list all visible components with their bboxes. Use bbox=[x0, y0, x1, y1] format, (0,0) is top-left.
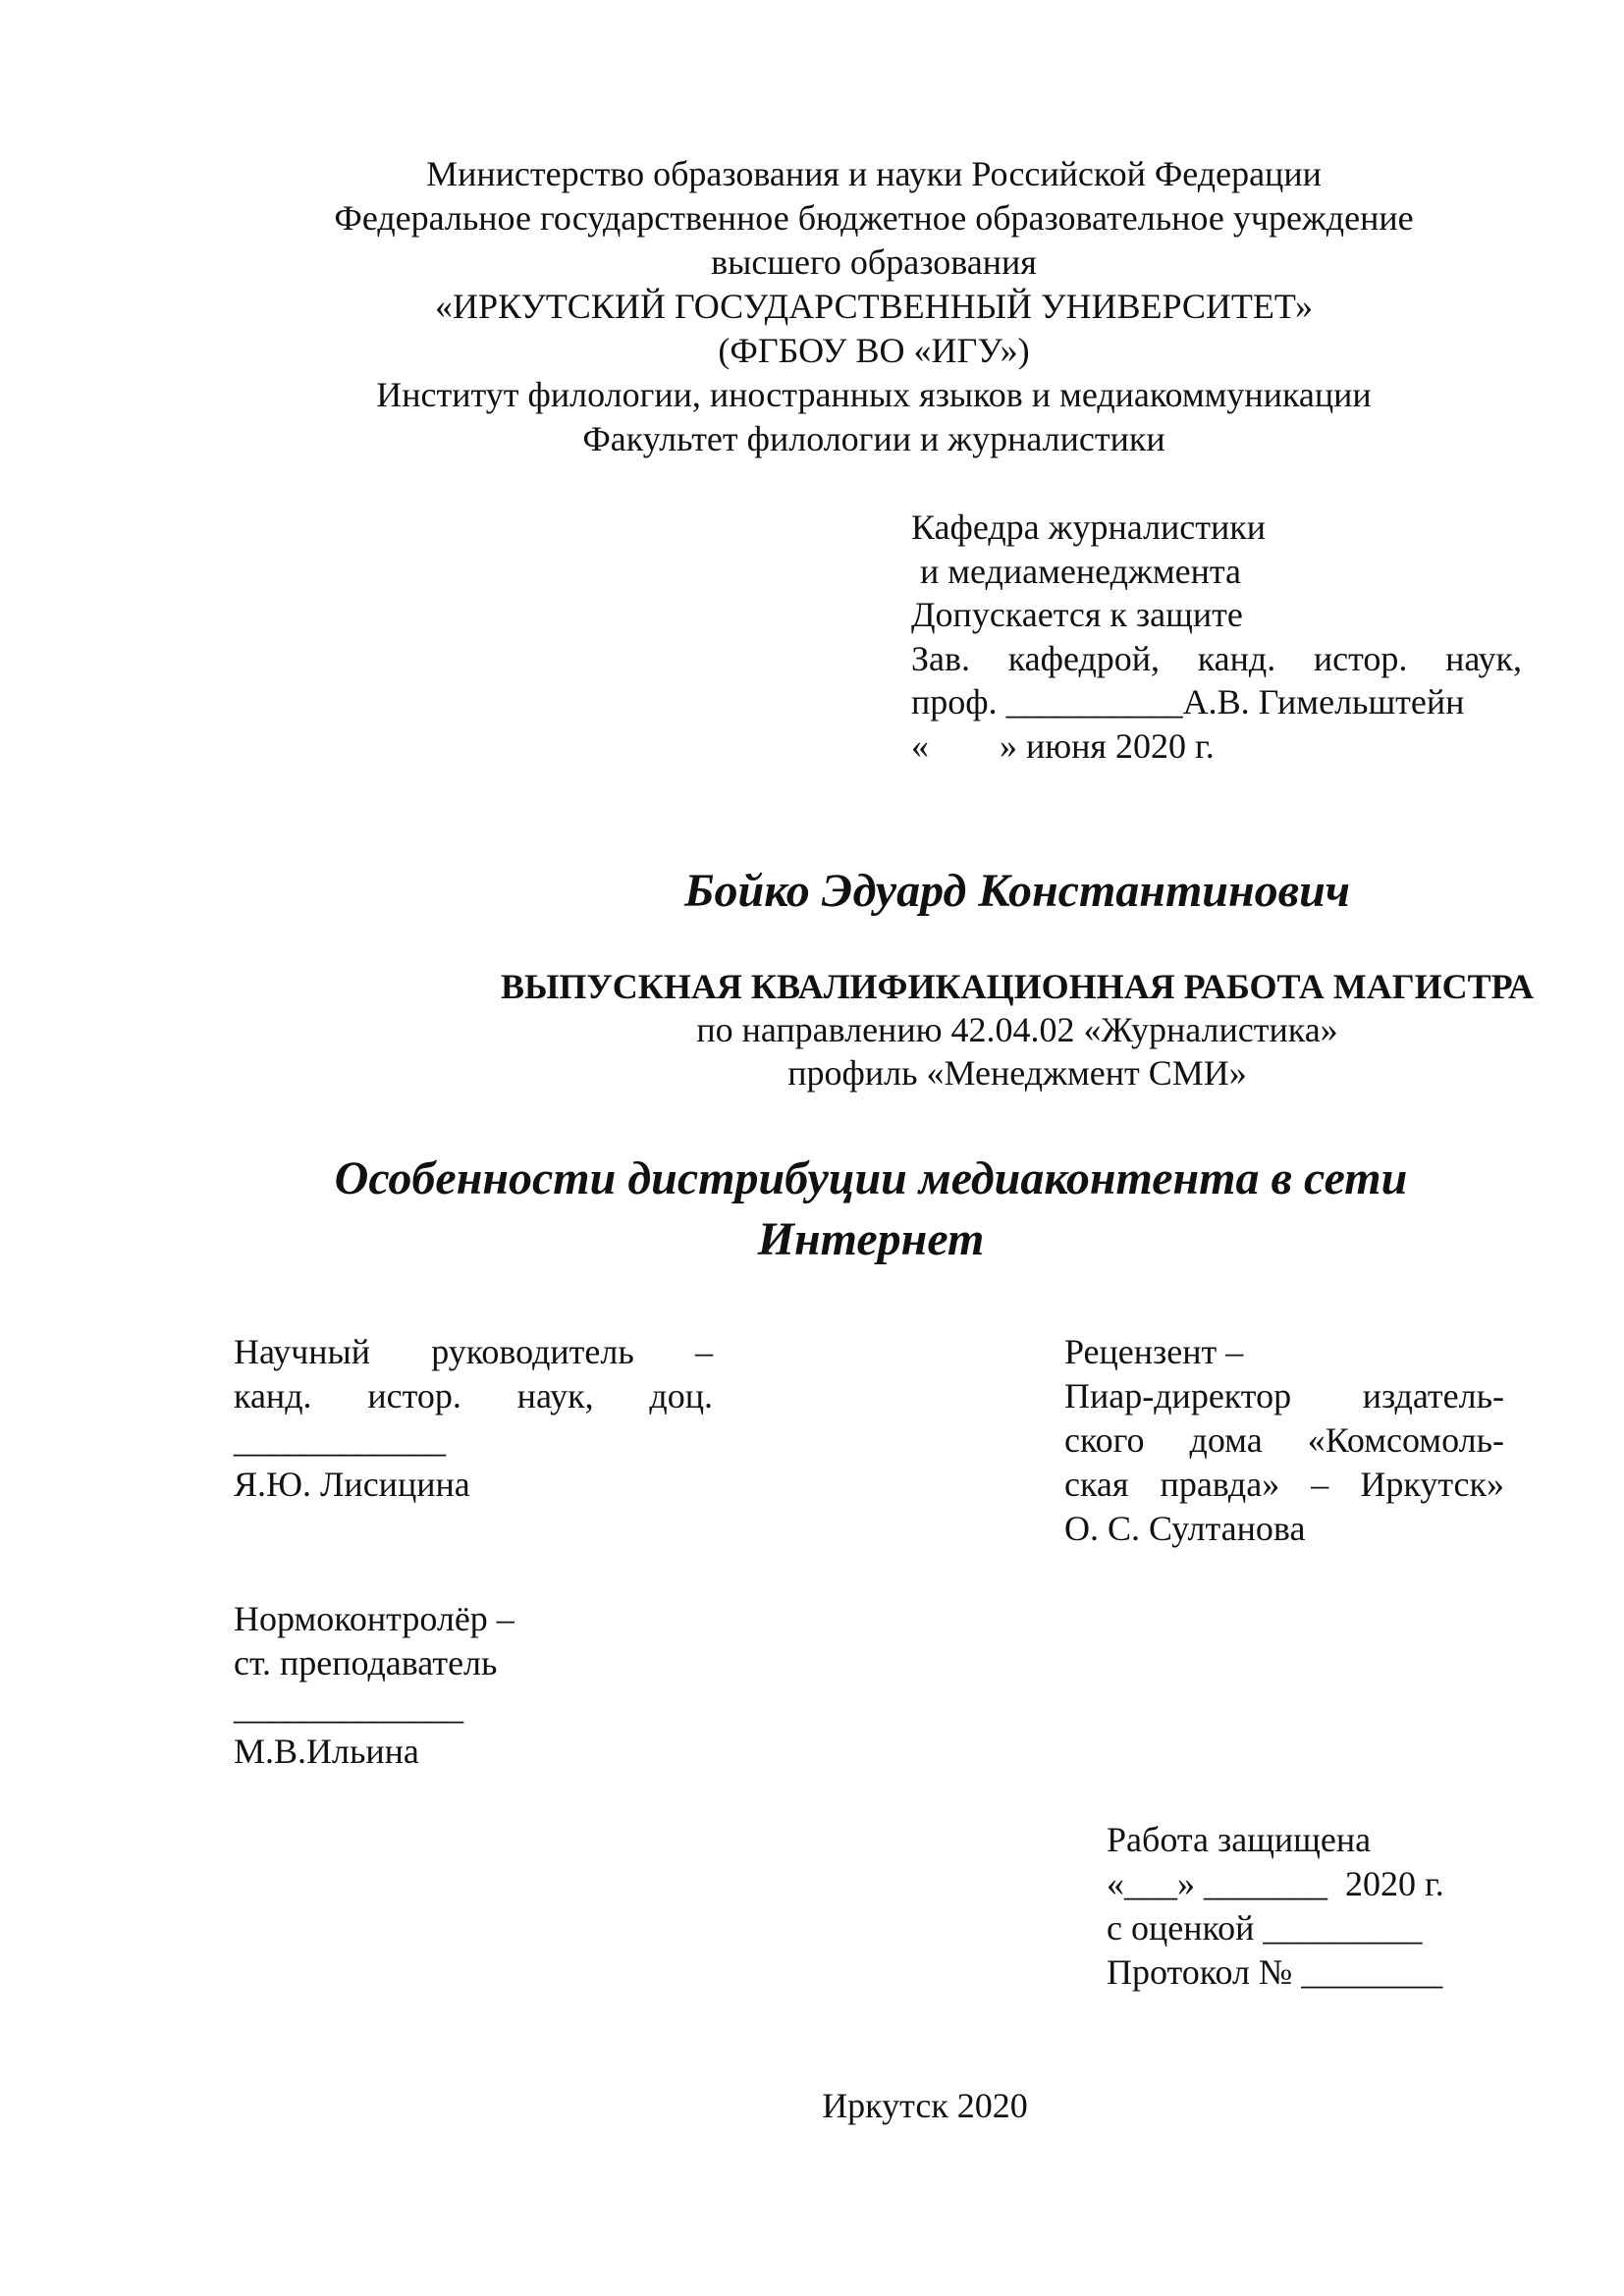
head-of-department-title: Зав. кафедрой, канд. истор. наук, bbox=[911, 638, 1522, 678]
supervisor-block bbox=[234, 1330, 713, 1507]
reviewer-position-line-3: ская правда» – Иркутск» bbox=[1064, 1465, 1504, 1504]
approval-date: « » июня 2020 г. bbox=[911, 725, 1215, 766]
supervisor-role: Научный руководитель – bbox=[234, 1332, 713, 1371]
defense-block bbox=[1107, 1818, 1519, 1995]
department-line-1: Кафедра журналистики bbox=[911, 507, 1267, 547]
supervisor-title: канд. истор. наук, доц. bbox=[234, 1376, 713, 1415]
normcontrol-signature-line: _____________ bbox=[234, 1687, 463, 1727]
defense-grade: с оценкой _________ bbox=[1107, 1908, 1423, 1948]
defense-date: «___» _______ 2020 г. bbox=[1107, 1864, 1444, 1903]
author-name: Бойко Эдуард Константинович bbox=[684, 865, 1350, 917]
reviewer-name: О. С. Султанова bbox=[1064, 1509, 1306, 1548]
head-of-department-signature: проф. __________А.В. Гимельштейн bbox=[911, 682, 1465, 721]
supervisor-signature-line: ____________ bbox=[234, 1420, 446, 1460]
reviewer-role: Рецензент – bbox=[1064, 1332, 1244, 1371]
work-direction: по направлению 42.04.02 «Журналистика» bbox=[696, 1010, 1338, 1049]
work-profile: профиль «Менеджмент СМИ» bbox=[787, 1053, 1247, 1093]
university-name: «ИРКУТСКИЙ ГОСУДАРСТВЕННЫЙ УНИВЕРСИТЕТ» bbox=[435, 287, 1313, 326]
institution-header bbox=[0, 152, 1624, 461]
department-line-2: и медиаменеджмента bbox=[911, 551, 1242, 591]
work-type: ВЫПУСКНАЯ КВАЛИФИКАЦИОННАЯ РАБОТА МАГИСТРА bbox=[500, 967, 1534, 1006]
reviewer-block bbox=[1064, 1330, 1504, 1551]
supervisor-name: Я.Ю. Лисицина bbox=[234, 1465, 470, 1504]
reviewer-position-line-1: Пиар-директор издатель- bbox=[1064, 1376, 1504, 1415]
reviewer-position-line-2: ского дома «Комсомоль- bbox=[1064, 1420, 1504, 1460]
approval-block bbox=[911, 506, 1522, 768]
admitted-to-defense: Допускается к защите bbox=[911, 595, 1243, 634]
normcontrol-role: Нормоконтролёр – bbox=[234, 1599, 514, 1638]
city-year: Иркутск 2020 bbox=[822, 2086, 1028, 2125]
faculty-name: Факультет филологии и журналистики bbox=[582, 419, 1165, 458]
university-abbrev: (ФГБОУ ВО «ИГУ») bbox=[718, 331, 1030, 370]
defense-title: Работа защищена bbox=[1107, 1820, 1372, 1859]
work-info bbox=[0, 965, 1624, 1095]
normcontrol-name: М.В.Ильина bbox=[234, 1732, 419, 1771]
institute-name: Институт филологии, иностранных языков и медиакоммуникации bbox=[376, 375, 1372, 414]
education-level-line: высшего образования bbox=[711, 242, 1037, 282]
institution-type-line: Федеральное государственное бюджетное образовательное учреждение bbox=[334, 198, 1414, 238]
thesis-topic: Особенности дистрибуции медиаконтента в сети Интернет bbox=[334, 1152, 1408, 1265]
normcontrol-block bbox=[234, 1597, 646, 1774]
defense-protocol: Протокол № ________ bbox=[1107, 1952, 1443, 1992]
normcontrol-title: ст. преподаватель bbox=[234, 1643, 498, 1682]
ministry-line: Министерство образования и науки Российской Федерации bbox=[426, 154, 1322, 193]
